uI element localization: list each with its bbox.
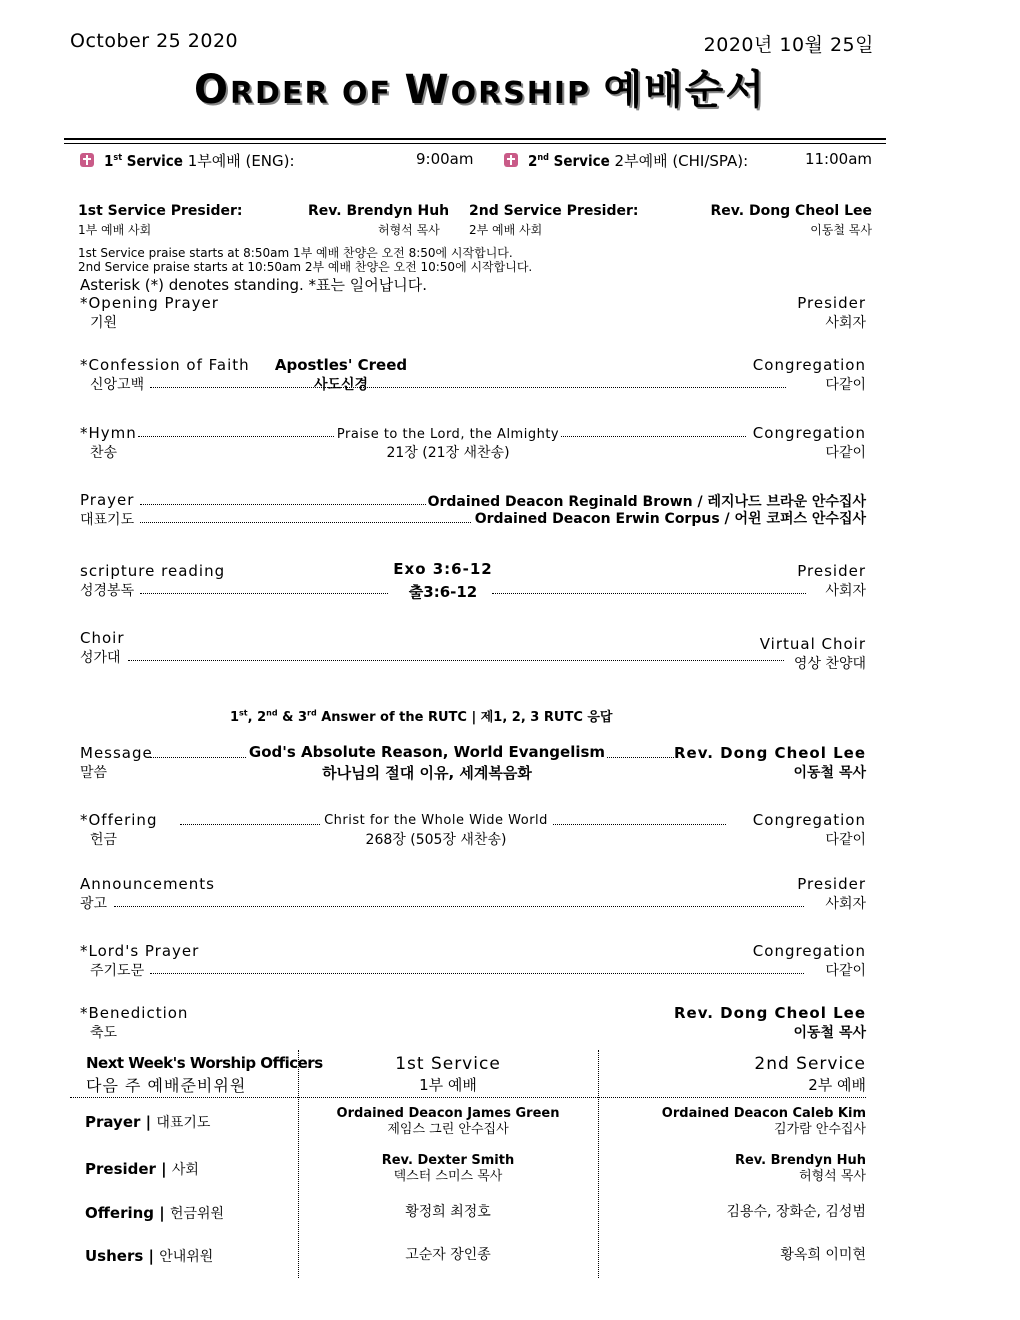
col-2nd-service-ko: 2부 예배 [808, 1076, 866, 1094]
col-2nd-service: 2nd Service [754, 1054, 866, 1074]
first-presider-title-ko: 1부 예배 사회 [78, 223, 152, 237]
cross-icon [504, 153, 518, 167]
order-item-hymn: *Hymn 찬송 Praise to the Lord, the Almighty 21장 (21장 새찬송) Congregation 다같이 [80, 424, 866, 461]
order-item-lords-prayer: *Lord's Prayer 주기도문 Congregation 다같이 [80, 942, 866, 979]
col-1st-service-ko: 1부 예배 [419, 1076, 477, 1094]
officer-row-prayer: Prayer | 대표기도 [85, 1113, 211, 1131]
praise-note-2: 2nd Service praise starts at 10:50am 2부 예배 찬양은 오전 10:50에 시작합니다. [78, 260, 533, 274]
rutc-heading: 1st, 2nd & 3rd Answer of the RUTC | 제1, 2, 3 RUTC 응답 [230, 708, 613, 725]
praise-note-1: 1st Service praise starts at 8:50am 1부 예배 찬양은 오전 8:50에 시작합니다. [78, 246, 513, 260]
officer-row-ushers: Ushers | 안내위원 [85, 1247, 214, 1265]
second-presider-name: Rev. Dong Cheol Lee [710, 203, 872, 219]
offering-1st-names: 황정희 최정호 [405, 1204, 491, 1220]
offering-2nd-names: 김용수, 장화순, 김성범 [726, 1204, 866, 1220]
order-item-choir: Choir 성가대 Virtual Choir 영상 찬양대 [80, 629, 866, 672]
ushers-2nd-names: 황옥희 이미현 [780, 1247, 866, 1263]
ushers-1st-names: 고순자 장인종 [405, 1247, 491, 1263]
order-item-opening-prayer: *Opening Prayer 기원 Presider 사회자 [80, 294, 866, 331]
order-item-offering: *Offering 헌금 Christ for the Whole Wide World 268장 (505장 새찬송) Congregation 다같이 [80, 811, 866, 848]
order-item-scripture: scripture reading 성경봉독 Exo 3:6-12 출3:6-12 Presider 사회자 [80, 560, 866, 601]
standing-note: Asterisk (*) denotes standing. *표는 일어납니다. [80, 276, 428, 294]
presider-2nd-name-ko: 허형석 목사 [799, 1169, 866, 1184]
prayer-2nd-name: Ordained Deacon Caleb Kim [661, 1106, 866, 1121]
first-service-info: 1st Service 1부예배 (ENG): [80, 150, 295, 171]
first-presider-name: Rev. Brendyn Huh [308, 203, 450, 219]
first-service-time: 9:00am [416, 150, 474, 168]
header-divider-thin [64, 143, 886, 144]
prayer-1st-name-ko: 제임스 그린 안수집사 [387, 1122, 509, 1137]
second-presider-name-ko: 이동철 목사 [810, 223, 872, 237]
first-presider-title: 1st Service Presider: [78, 203, 243, 219]
first-presider-name-ko: 허형석 목사 [378, 223, 440, 237]
second-presider-title-ko: 2부 예배 사회 [469, 223, 543, 237]
col-1st-service: 1st Service [395, 1054, 501, 1074]
officer-row-offering: Offering | 헌금위원 [85, 1204, 225, 1222]
presider-2nd-name: Rev. Brendyn Huh [734, 1153, 866, 1168]
date-english: October 25 2020 [70, 30, 239, 52]
officers-title-ko: 다음 주 예배준비위원 [86, 1076, 247, 1095]
second-service-time: 11:00am [804, 150, 872, 168]
prayer-1st-name: Ordained Deacon James Green [336, 1106, 560, 1121]
prayer-2nd-name-ko: 김가람 안수집사 [773, 1122, 866, 1137]
order-item-prayer: Prayer 대표기도 Ordained Deacon Reginald Brown / 레지나드 브라운 안수집사 Ordained Deacon Erwin Corpus / 어윈 코퍼스 안수집사 [80, 491, 866, 528]
second-service-info: 2nd Service 2부예배 (CHI/SPA): [504, 150, 748, 171]
page-title: ORDER OF WORSHIP 예배순서 [193, 67, 767, 113]
order-item-confession: *Confession of Faith 신앙고백 Apostles' Creed 사도신경 Congregation 다같이 [80, 356, 866, 393]
second-presider-title: 2nd Service Presider: [469, 203, 639, 219]
date-korean: 2020년 10월 25일 [703, 34, 874, 56]
presider-1st-name: Rev. Dexter Smith [381, 1153, 515, 1168]
cross-icon [80, 153, 94, 167]
header-divider [64, 138, 886, 140]
officer-row-presider: Presider | 사회 [85, 1160, 199, 1178]
order-item-benediction: *Benediction 축도 Rev. Dong Cheol Lee 이동철 목사 [80, 1004, 866, 1041]
order-item-message: Message 말씀 God's Absolute Reason, World Evangelism 하나님의 절대 이유, 세계복음화 Rev. Dong Cheol Lee 이동철 목사 [80, 743, 866, 782]
officers-title: Next Week's Worship Officers [86, 1054, 323, 1072]
presider-1st-name-ko: 덱스터 스미스 목사 [393, 1169, 503, 1184]
order-item-announcements: Announcements 광고 Presider 사회자 [80, 875, 866, 912]
